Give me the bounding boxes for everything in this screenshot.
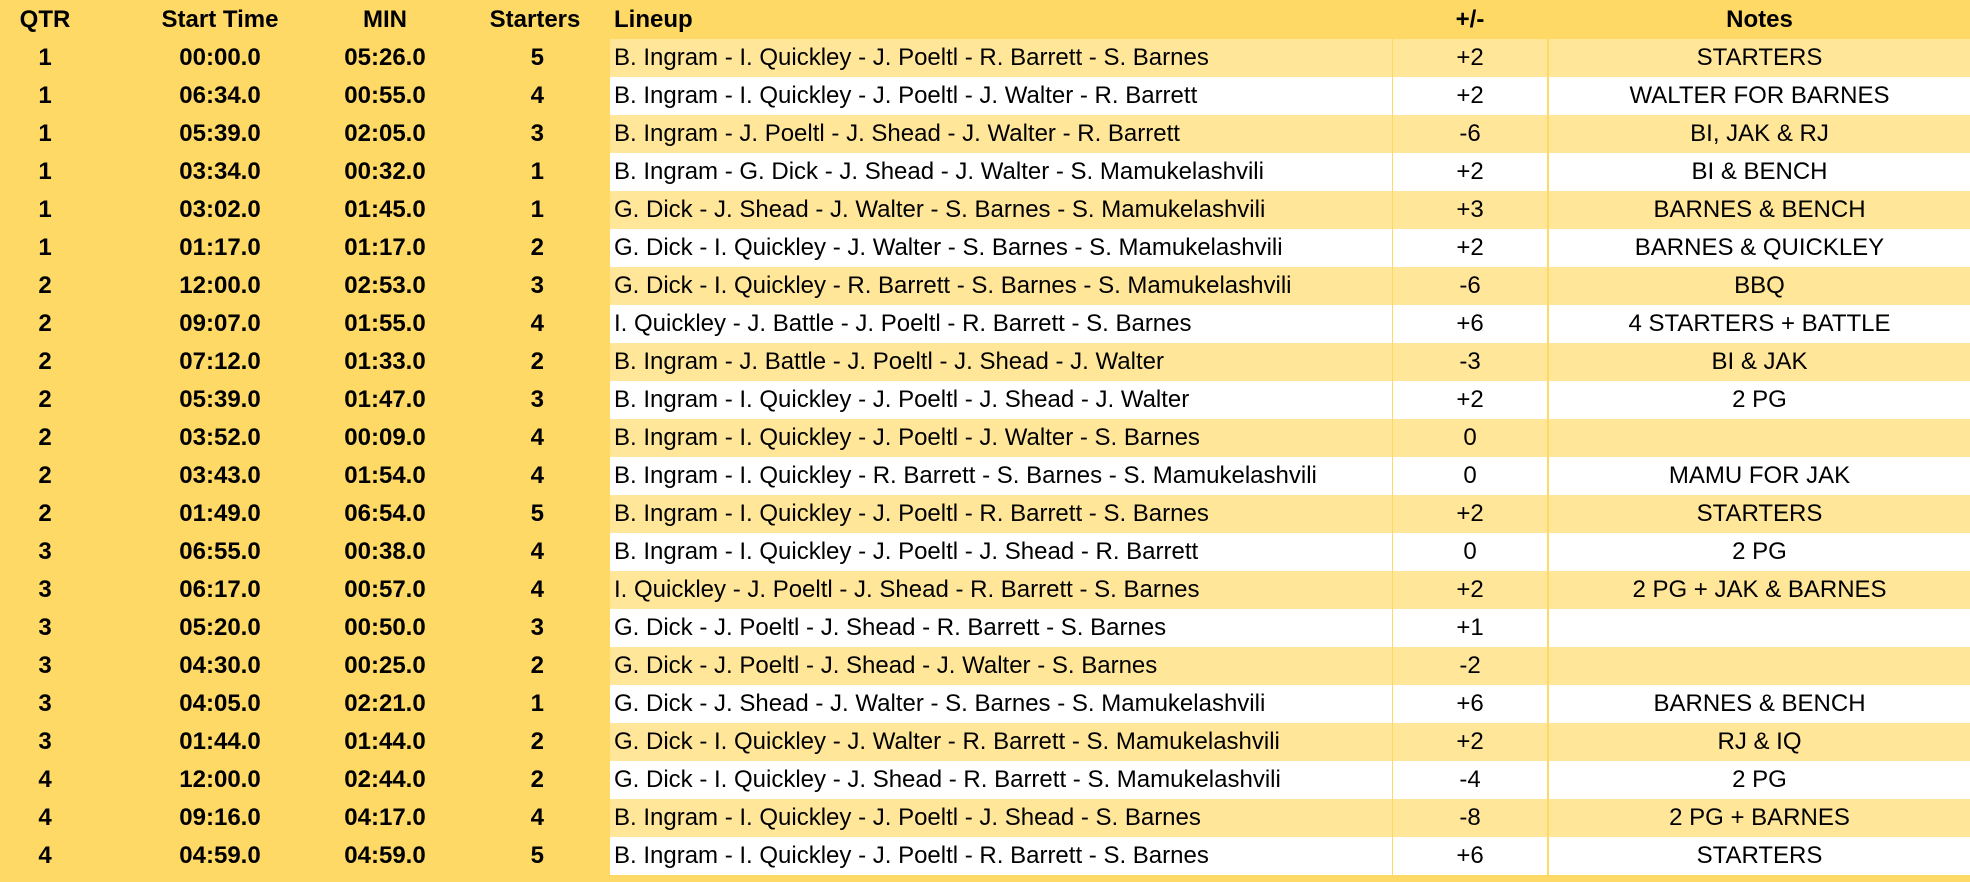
start-time-cell[interactable]: 12:00.0 bbox=[179, 272, 261, 299]
plus-minus-cell[interactable]: +6 bbox=[1393, 305, 1547, 343]
starters-cell[interactable]: 2 bbox=[530, 766, 544, 793]
lineup-cell[interactable]: B. Ingram - I. Quickley - J. Poeltl - J. Shead - S. Barnes bbox=[610, 799, 1392, 837]
plus-minus-cell[interactable]: +2 bbox=[1393, 229, 1547, 267]
notes-cell[interactable]: 2 PG bbox=[1549, 533, 1970, 571]
notes-cell[interactable]: 2 PG bbox=[1549, 761, 1970, 799]
start-time-cell[interactable]: 06:34.0 bbox=[179, 82, 261, 109]
table-row bbox=[0, 419, 1970, 457]
start-time-cell[interactable]: 12:00.0 bbox=[179, 766, 261, 793]
start-time-cell[interactable]: 04:05.0 bbox=[179, 690, 261, 717]
min-cell[interactable]: 02:21.0 bbox=[344, 690, 426, 717]
min-cell[interactable]: 01:47.0 bbox=[344, 386, 426, 413]
notes-cell[interactable]: BBQ bbox=[1549, 267, 1970, 305]
notes-cell[interactable]: BARNES & BENCH bbox=[1549, 191, 1970, 229]
notes-cell[interactable]: BI & JAK bbox=[1549, 343, 1970, 381]
start-time-cell[interactable]: 01:17.0 bbox=[179, 234, 261, 261]
min-cell[interactable]: 05:26.0 bbox=[344, 44, 426, 71]
start-time-cell[interactable]: 06:17.0 bbox=[179, 576, 261, 603]
min-cell[interactable]: 02:53.0 bbox=[344, 272, 426, 299]
plus-minus-cell[interactable]: +2 bbox=[1393, 381, 1547, 419]
notes-cell[interactable]: WALTER FOR BARNES bbox=[1549, 77, 1970, 115]
min-cell[interactable]: 02:44.0 bbox=[344, 766, 426, 793]
min-cell[interactable]: 01:54.0 bbox=[344, 462, 426, 489]
notes-cell[interactable]: STARTERS bbox=[1549, 837, 1970, 875]
min-cell[interactable]: 01:55.0 bbox=[344, 310, 426, 337]
notes-cell[interactable]: BI & BENCH bbox=[1549, 153, 1970, 191]
lineup-cell[interactable]: G. Dick - J. Poeltl - J. Shead - R. Barrett - S. Barnes bbox=[610, 609, 1392, 647]
header-min[interactable]: MIN bbox=[363, 5, 407, 33]
qtr-cell[interactable]: 1 bbox=[38, 82, 52, 109]
lineup-cell[interactable]: I. Quickley - J. Battle - J. Poeltl - R. Barrett - S. Barnes bbox=[610, 305, 1392, 343]
min-cell[interactable]: 00:38.0 bbox=[344, 538, 426, 565]
qtr-cell[interactable]: 2 bbox=[38, 386, 52, 413]
table-row bbox=[0, 267, 1970, 305]
header-lineup[interactable]: Lineup bbox=[614, 5, 693, 33]
start-time-cell[interactable]: 09:07.0 bbox=[179, 310, 261, 337]
plus-minus-cell[interactable]: -4 bbox=[1393, 761, 1547, 799]
lineup-cell[interactable]: B. Ingram - I. Quickley - J. Poeltl - J. Shead - R. Barrett bbox=[610, 533, 1392, 571]
notes-cell[interactable]: BI, JAK & RJ bbox=[1549, 115, 1970, 153]
table-row bbox=[0, 837, 1970, 875]
min-cell[interactable]: 04:59.0 bbox=[344, 842, 426, 869]
min-cell[interactable]: 01:33.0 bbox=[344, 348, 426, 375]
lineup-cell[interactable]: B. Ingram - I. Quickley - J. Poeltl - J. Walter - S. Barnes bbox=[610, 419, 1392, 457]
start-time-cell[interactable]: 05:39.0 bbox=[179, 386, 261, 413]
lineup-cell[interactable]: G. Dick - J. Shead - J. Walter - S. Barnes - S. Mamukelashvili bbox=[610, 191, 1392, 229]
start-time-cell[interactable]: 04:59.0 bbox=[179, 842, 261, 869]
lineup-cell[interactable]: G. Dick - I. Quickley - J. Walter - S. Barnes - S. Mamukelashvili bbox=[610, 229, 1392, 267]
table-row bbox=[0, 381, 1970, 419]
qtr-cell[interactable]: 3 bbox=[38, 652, 52, 679]
starters-cell[interactable]: 3 bbox=[530, 272, 544, 299]
table-row bbox=[0, 229, 1970, 267]
lineup-cell[interactable]: G. Dick - I. Quickley - J. Shead - R. Barrett - S. Mamukelashvili bbox=[610, 761, 1392, 799]
table-row bbox=[0, 77, 1970, 115]
starters-cell[interactable]: 5 bbox=[530, 44, 544, 71]
notes-cell[interactable]: MAMU FOR JAK bbox=[1549, 457, 1970, 495]
starters-cell[interactable]: 4 bbox=[530, 576, 544, 603]
notes-cell[interactable]: 4 STARTERS + BATTLE bbox=[1549, 305, 1970, 343]
lineup-cell[interactable]: B. Ingram - J. Poeltl - J. Shead - J. Walter - R. Barrett bbox=[610, 115, 1392, 153]
notes-cell[interactable] bbox=[1549, 419, 1970, 457]
notes-cell[interactable]: BARNES & QUICKLEY bbox=[1549, 229, 1970, 267]
plus-minus-cell[interactable]: -6 bbox=[1393, 267, 1547, 305]
plus-minus-cell[interactable]: -3 bbox=[1393, 343, 1547, 381]
table-row bbox=[0, 153, 1970, 191]
starters-cell[interactable]: 2 bbox=[530, 348, 544, 375]
starters-cell[interactable]: 4 bbox=[530, 82, 544, 109]
plus-minus-cell[interactable]: +6 bbox=[1393, 837, 1547, 875]
lineup-cell[interactable]: B. Ingram - I. Quickley - J. Poeltl - J. Walter - R. Barrett bbox=[610, 77, 1392, 115]
start-time-cell[interactable]: 01:49.0 bbox=[179, 500, 261, 527]
table-row bbox=[0, 723, 1970, 761]
notes-cell[interactable]: STARTERS bbox=[1549, 39, 1970, 77]
table-row bbox=[0, 685, 1970, 723]
lineup-cell[interactable]: B. Ingram - I. Quickley - J. Poeltl - R. Barrett - S. Barnes bbox=[610, 495, 1392, 533]
notes-cell[interactable]: 2 PG + JAK & BARNES bbox=[1549, 571, 1970, 609]
starters-cell[interactable]: 3 bbox=[530, 386, 544, 413]
table-row bbox=[0, 647, 1970, 685]
plus-minus-cell[interactable]: -2 bbox=[1393, 647, 1547, 685]
starters-cell[interactable]: 4 bbox=[530, 804, 544, 831]
plus-minus-cell[interactable]: +1 bbox=[1393, 609, 1547, 647]
qtr-cell[interactable]: 1 bbox=[38, 120, 52, 147]
table-row bbox=[0, 39, 1970, 77]
starters-cell[interactable]: 2 bbox=[530, 234, 544, 261]
header-qtr[interactable]: QTR bbox=[19, 5, 71, 33]
header-plus-minus[interactable]: +/- bbox=[1455, 5, 1485, 33]
qtr-cell[interactable]: 4 bbox=[38, 804, 52, 831]
lineup-cell[interactable]: B. Ingram - J. Battle - J. Poeltl - J. Shead - J. Walter bbox=[610, 343, 1392, 381]
notes-cell[interactable]: 2 PG bbox=[1549, 381, 1970, 419]
table-row bbox=[0, 533, 1970, 571]
start-time-cell[interactable]: 03:02.0 bbox=[179, 196, 261, 223]
qtr-cell[interactable]: 1 bbox=[38, 44, 52, 71]
notes-cell[interactable]: BARNES & BENCH bbox=[1549, 685, 1970, 723]
plus-minus-cell[interactable]: +3 bbox=[1393, 191, 1547, 229]
notes-cell[interactable]: 2 PG + BARNES bbox=[1549, 799, 1970, 837]
qtr-cell[interactable]: 3 bbox=[38, 538, 52, 565]
min-cell[interactable]: 00:57.0 bbox=[344, 576, 426, 603]
min-cell[interactable]: 00:55.0 bbox=[344, 82, 426, 109]
qtr-cell[interactable]: 4 bbox=[38, 842, 52, 869]
starters-cell[interactable]: 1 bbox=[530, 690, 544, 717]
qtr-cell[interactable]: 3 bbox=[38, 576, 52, 603]
min-cell[interactable]: 02:05.0 bbox=[344, 120, 426, 147]
min-cell[interactable]: 00:50.0 bbox=[344, 614, 426, 641]
plus-minus-cell[interactable]: 0 bbox=[1393, 457, 1547, 495]
starters-cell[interactable]: 1 bbox=[530, 196, 544, 223]
start-time-cell[interactable]: 06:55.0 bbox=[179, 538, 261, 565]
start-time-cell[interactable]: 09:16.0 bbox=[179, 804, 261, 831]
table-row bbox=[0, 571, 1970, 609]
starters-cell[interactable]: 3 bbox=[530, 614, 544, 641]
qtr-cell[interactable]: 2 bbox=[38, 348, 52, 375]
min-cell[interactable]: 01:44.0 bbox=[344, 728, 426, 755]
table-body bbox=[0, 39, 1970, 875]
plus-minus-cell[interactable]: +6 bbox=[1393, 685, 1547, 723]
starters-cell[interactable]: 3 bbox=[530, 120, 544, 147]
qtr-cell[interactable]: 1 bbox=[38, 196, 52, 223]
min-cell[interactable]: 01:45.0 bbox=[344, 196, 426, 223]
start-time-cell[interactable]: 04:30.0 bbox=[179, 652, 261, 679]
qtr-cell[interactable]: 2 bbox=[38, 500, 52, 527]
table-row bbox=[0, 191, 1970, 229]
table-row bbox=[0, 495, 1970, 533]
lineup-cell[interactable]: G. Dick - J. Poeltl - J. Shead - J. Walter - S. Barnes bbox=[610, 647, 1392, 685]
table-row bbox=[0, 115, 1970, 153]
min-cell[interactable]: 06:54.0 bbox=[344, 500, 426, 527]
lineup-cell[interactable]: B. Ingram - I. Quickley - R. Barrett - S. Barnes - S. Mamukelashvili bbox=[610, 457, 1392, 495]
qtr-cell[interactable]: 1 bbox=[38, 234, 52, 261]
qtr-cell[interactable]: 2 bbox=[38, 272, 52, 299]
qtr-cell[interactable]: 3 bbox=[38, 690, 52, 717]
lineup-cell[interactable]: B. Ingram - I. Quickley - J. Poeltl - J. Shead - J. Walter bbox=[610, 381, 1392, 419]
plus-minus-cell[interactable]: +2 bbox=[1393, 153, 1547, 191]
table-row bbox=[0, 799, 1970, 837]
plus-minus-cell[interactable]: 0 bbox=[1393, 419, 1547, 457]
plus-minus-cell[interactable]: -8 bbox=[1393, 799, 1547, 837]
header-notes[interactable]: Notes bbox=[1726, 5, 1793, 33]
start-time-cell[interactable]: 05:20.0 bbox=[179, 614, 261, 641]
starters-cell[interactable]: 2 bbox=[530, 652, 544, 679]
qtr-cell[interactable]: 4 bbox=[38, 766, 52, 793]
header-row bbox=[0, 0, 1970, 39]
start-time-cell[interactable]: 03:52.0 bbox=[179, 424, 261, 451]
starters-cell[interactable]: 5 bbox=[530, 842, 544, 869]
min-cell[interactable]: 01:17.0 bbox=[344, 234, 426, 261]
start-time-cell[interactable]: 03:34.0 bbox=[179, 158, 261, 185]
start-time-cell[interactable]: 03:43.0 bbox=[179, 462, 261, 489]
header-starters[interactable]: Starters bbox=[489, 5, 581, 33]
notes-cell[interactable]: RJ & IQ bbox=[1549, 723, 1970, 761]
qtr-cell[interactable]: 2 bbox=[38, 462, 52, 489]
start-time-cell[interactable]: 01:44.0 bbox=[179, 728, 261, 755]
starters-cell[interactable]: 2 bbox=[530, 728, 544, 755]
starters-cell[interactable]: 4 bbox=[530, 462, 544, 489]
plus-minus-cell[interactable]: +2 bbox=[1393, 571, 1547, 609]
qtr-cell[interactable]: 3 bbox=[38, 614, 52, 641]
starters-cell[interactable]: 4 bbox=[530, 310, 544, 337]
plus-minus-cell[interactable]: +2 bbox=[1393, 495, 1547, 533]
notes-cell[interactable] bbox=[1549, 609, 1970, 647]
min-cell[interactable]: 04:17.0 bbox=[344, 804, 426, 831]
starters-cell[interactable]: 1 bbox=[530, 158, 544, 185]
lineup-cell[interactable]: B. Ingram - I. Quickley - J. Poeltl - R. Barrett - S. Barnes bbox=[610, 837, 1392, 875]
plus-minus-cell[interactable]: +2 bbox=[1393, 723, 1547, 761]
notes-cell[interactable] bbox=[1549, 647, 1970, 685]
starters-cell[interactable]: 4 bbox=[530, 424, 544, 451]
min-cell[interactable]: 00:25.0 bbox=[344, 652, 426, 679]
lineup-cell[interactable]: G. Dick - J. Shead - J. Walter - S. Barnes - S. Mamukelashvili bbox=[610, 685, 1392, 723]
qtr-cell[interactable]: 1 bbox=[38, 158, 52, 185]
lineup-cell[interactable]: B. Ingram - G. Dick - J. Shead - J. Walter - S. Mamukelashvili bbox=[610, 153, 1392, 191]
starters-cell[interactable]: 4 bbox=[530, 538, 544, 565]
lineup-cell[interactable]: G. Dick - I. Quickley - R. Barrett - S. Barnes - S. Mamukelashvili bbox=[610, 267, 1392, 305]
lineup-cell[interactable]: G. Dick - I. Quickley - J. Walter - R. Barrett - S. Mamukelashvili bbox=[610, 723, 1392, 761]
table-row bbox=[0, 761, 1970, 799]
start-time-cell[interactable]: 00:00.0 bbox=[179, 44, 261, 71]
plus-minus-cell[interactable]: -6 bbox=[1393, 115, 1547, 153]
notes-cell[interactable]: STARTERS bbox=[1549, 495, 1970, 533]
qtr-cell[interactable]: 2 bbox=[38, 424, 52, 451]
plus-minus-cell[interactable]: 0 bbox=[1393, 533, 1547, 571]
lineup-cell[interactable]: B. Ingram - I. Quickley - J. Poeltl - R. Barrett - S. Barnes bbox=[610, 39, 1392, 77]
table-row bbox=[0, 609, 1970, 647]
plus-minus-cell[interactable]: +2 bbox=[1393, 77, 1547, 115]
lineup-cell[interactable]: I. Quickley - J. Poeltl - J. Shead - R. Barrett - S. Barnes bbox=[610, 571, 1392, 609]
start-time-cell[interactable]: 07:12.0 bbox=[179, 348, 261, 375]
starters-cell[interactable]: 5 bbox=[530, 500, 544, 527]
qtr-cell[interactable]: 3 bbox=[38, 728, 52, 755]
min-cell[interactable]: 00:32.0 bbox=[344, 158, 426, 185]
table-row bbox=[0, 305, 1970, 343]
table-row bbox=[0, 343, 1970, 381]
qtr-cell[interactable]: 2 bbox=[38, 310, 52, 337]
table-row bbox=[0, 457, 1970, 495]
min-cell[interactable]: 00:09.0 bbox=[344, 424, 426, 451]
start-time-cell[interactable]: 05:39.0 bbox=[179, 120, 261, 147]
plus-minus-cell[interactable]: +2 bbox=[1393, 39, 1547, 77]
header-start-time[interactable]: Start Time bbox=[161, 5, 279, 33]
